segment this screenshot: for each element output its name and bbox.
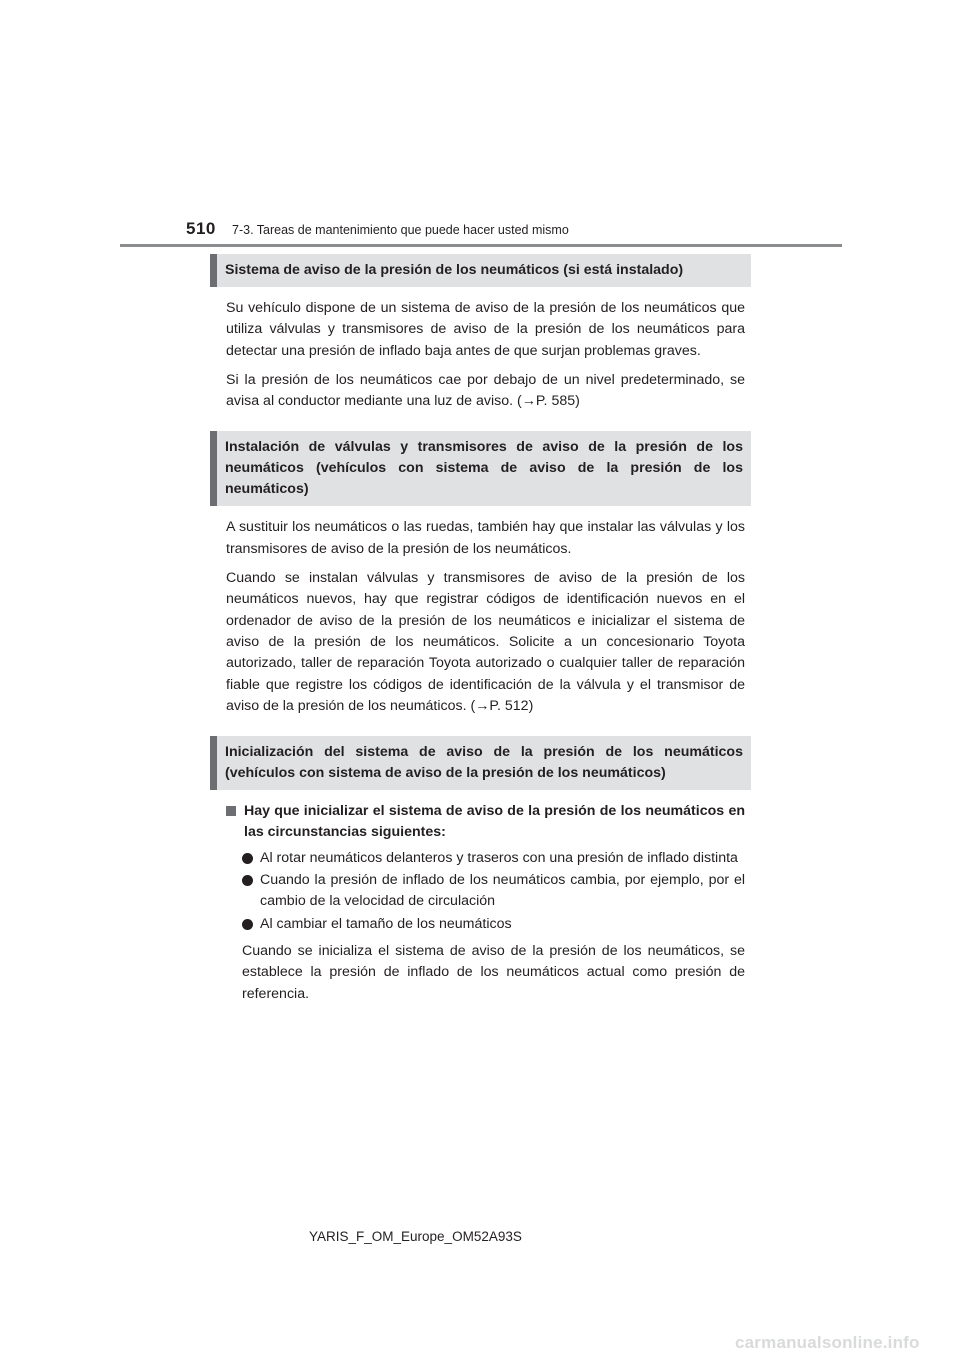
header-rule [120,244,842,247]
circle-bullet-icon [242,919,253,930]
section-title: 7-3. Tareas de mantenimiento que puede hacer usted mismo [232,223,569,237]
paragraph: A sustituir los neumáticos o las ruedas, también hay que instalar las válvulas y los transmisores de aviso de la presión de los neumáticos. [226,519,745,557]
heading-box-tpws: Sistema de aviso de la presión de los neumáticos (si está instalado) [210,254,751,287]
paragraph: Su vehículo dispone de un sistema de aviso de la presión de los neumáticos que utiliza válvulas y transmisores de aviso de la presión de los neumáticos para detectar una presión de inflado baja antes de que surjan problemas graves. [226,300,745,359]
heading-box-initialization: Inicialización del sistema de aviso de la presión de los neumáticos (vehículos con sistema de aviso de la presión de los neumáticos) [210,736,751,790]
watermark: carmanualsonline.info [735,1333,920,1352]
square-bullet-icon [226,806,236,816]
list-item-text: Al cambiar el tamaño de los neumáticos [260,915,512,932]
circle-bullet-icon [242,853,253,864]
page-number: 510 [186,219,216,238]
paragraph: Si la presión de los neumáticos cae por debajo de un nivel predeterminado, se avisa al conductor mediante una luz de aviso. (→P. 585) [226,371,745,410]
document-code: YARIS_F_OM_Europe_OM52A93S [309,1229,522,1244]
list-item-text: Cuando la presión de inflado de los neumáticos cambia, por ejemplo, por el cambio de la velocidad de circulación [260,872,745,910]
page-content [210,254,751,1013]
heading-box-valve-installation: Instalación de válvulas y transmisores de aviso de la presión de los neumáticos (vehículos con sistema de aviso de la presión de los neumáticos) [210,431,751,506]
sub-heading-text: Hay que inicializar el sistema de aviso de la presión de los neumáticos en las circunstancias siguientes: [244,803,745,841]
list-item [210,914,751,935]
sub-heading [210,801,751,844]
paragraph: Cuando se inicializa el sistema de aviso de la presión de los neumáticos, se establece la presión de inflado de los neumáticos actual como presión de referencia. [242,942,745,1002]
list-item [210,870,751,913]
circle-bullet-icon [242,875,253,886]
list-item [210,848,751,869]
list-item-text: Al rotar neumáticos delanteros y traseros con una presión de inflado distinta [260,849,738,866]
paragraph: Cuando se instalan válvulas y transmisores de aviso de la presión de los neumáticos nuevos, hay que registrar códigos de identificación nuevos en el ordenador de aviso de la presión de los neumáticos e inicializar el sistema de aviso de la presión de los neumáticos. Solicite a un concesionario Toyota autorizado, taller de reparación Toyota autorizado o cualquier taller de reparación fiable que registre los códigos de identificación de la válvula y el transmisor de aviso de la presión de los neumáticos. (→P. 512) [226,570,745,714]
